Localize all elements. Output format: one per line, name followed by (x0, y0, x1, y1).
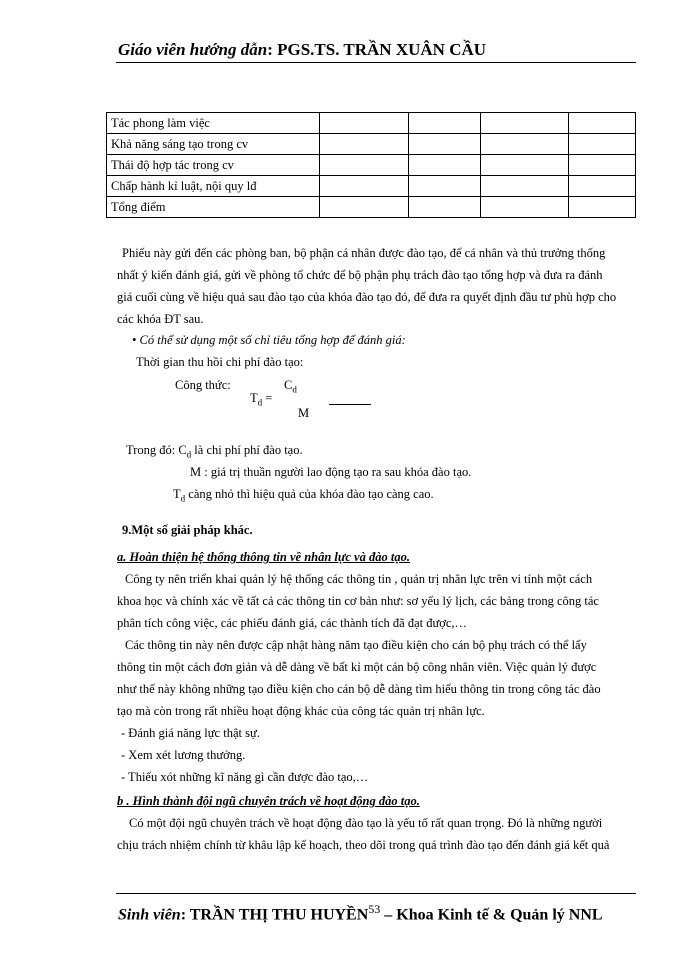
paragraph-a2: Các thông tin này nên được cập nhật hàng năm tạo điều kiện cho cán bộ phụ trách có thể lấy thông tin một cách đơn giản và dễ dàng về bất kỉ một cán bộ công nhân viên. Việc quản lý được như thế này không những tạo điều kiện cho cán bộ dễ dàng tìm hiểu thông tin trong công tác đào tạo mà còn trong rất nhiều hoạt động khác của công tác quản trị nhân lực. (117, 638, 601, 718)
table-cell-label: Khả năng sáng tạo trong cv (107, 134, 320, 155)
list-item: - Xem xét lương thưởng. (121, 748, 246, 762)
table-row (107, 134, 636, 155)
subsection-a-heading: a. Hoàn thiện hệ thống thông tin về nhân lực và đào tạo. (117, 550, 410, 564)
evaluation-table (106, 112, 636, 218)
footer-rule (116, 893, 636, 894)
dash-list (121, 722, 646, 788)
table-cell-label: Thái độ hợp tác trong cv (107, 155, 320, 176)
fraction-bar (329, 404, 371, 405)
footer-faculty: – Khoa Kinh tế & Quản lý NNL (380, 906, 603, 924)
formula-label: Công thức: (175, 378, 231, 392)
formula-lhs: $T_d$ = (250, 391, 273, 408)
page-footer (118, 902, 603, 924)
recovery-time-label: Thời gian thu hồi chi phí đào tạo: (136, 355, 304, 369)
where-cd: Trong đó: $C_d$ là chi phí phí đào tạo. (126, 443, 303, 460)
table-row (107, 176, 636, 197)
subsection-b-heading: b . Hình thành đội ngũ chuyên trách về hoạt động đào tạo. (117, 794, 420, 808)
table-cell-label: Tổng điểm (107, 197, 320, 218)
footer-label: Sinh viên (118, 906, 181, 924)
header-rule (116, 62, 636, 63)
list-item: - Đánh giá năng lực thật sự. (121, 726, 260, 740)
table-cell-label: Chấp hành kỉ luật, nội quy lđ (107, 176, 320, 197)
table-row (107, 197, 636, 218)
paragraph-b1: Có một đội ngũ chuyên trách về hoạt động đào tạo là yếu tố rất quan trọng. Đó là những người chịu trách nhiệm chính từ khâu lập kế hoạch, theo dõi trong quá trình đào tạo đến đánh giá kết quả (117, 816, 610, 852)
page-header (118, 40, 486, 60)
section-9-heading: 9.Một số giải pháp khác. (122, 523, 253, 537)
bullet-dot-icon: • (132, 333, 140, 347)
where-m: M : giá trị thuần người lao động tạo ra sau khóa đào tạo. (190, 465, 472, 479)
table-row (107, 113, 636, 134)
header-name: : PGS.TS. TRẦN XUÂN CẦU (267, 40, 487, 59)
where-td: $T_d$ càng nhỏ thì hiệu quả của khóa đào tạo càng cao. (173, 487, 434, 504)
page-number: 53 (368, 902, 381, 916)
paragraph-distribution: Phiếu này gửi đến các phòng ban, bộ phận cá nhân được đào tạo, để cá nhân và thủ trưởng thống nhất ý kiến đánh giá, gửi về phòng tổ chức để bộ phận phụ trách đào tạo tổng hợp và đưa ra đánh giá cuối cùng về hiệu quả sau đào tạo của khóa đào tạo đó, để đưa ra quyết định đầu tư phù hợp cho các khóa ĐT sau. (117, 246, 617, 326)
formula-denominator: M (298, 406, 310, 420)
header-label: Giáo viên hướng dẫn (118, 40, 268, 59)
table-cell-label: Tác phong làm việc (107, 113, 320, 134)
footer-name: : TRẦN THỊ THU HUYỀN (180, 906, 369, 924)
bullet-indicators: • Có thể sử dụng một số chỉ tiêu tổng hợp để đánh giá: (132, 333, 406, 347)
formula-numerator: $C_d$ (284, 378, 297, 395)
paragraph-a1: Công ty nên triển khai quản lý hệ thống các thông tin , quản trị nhân lực trên vi tính một cách khoa học và chính xác về tất cả các thông tin cơ bản như: sơ yếu lý lịch, các bảng trong công tác phân tích công việc, các phiếu đánh giá, các thành tích đã đạt được,… (117, 572, 599, 630)
table-row (107, 155, 636, 176)
list-item: - Thiếu xót những kĩ năng gì cần được đào tạo,… (121, 770, 369, 784)
